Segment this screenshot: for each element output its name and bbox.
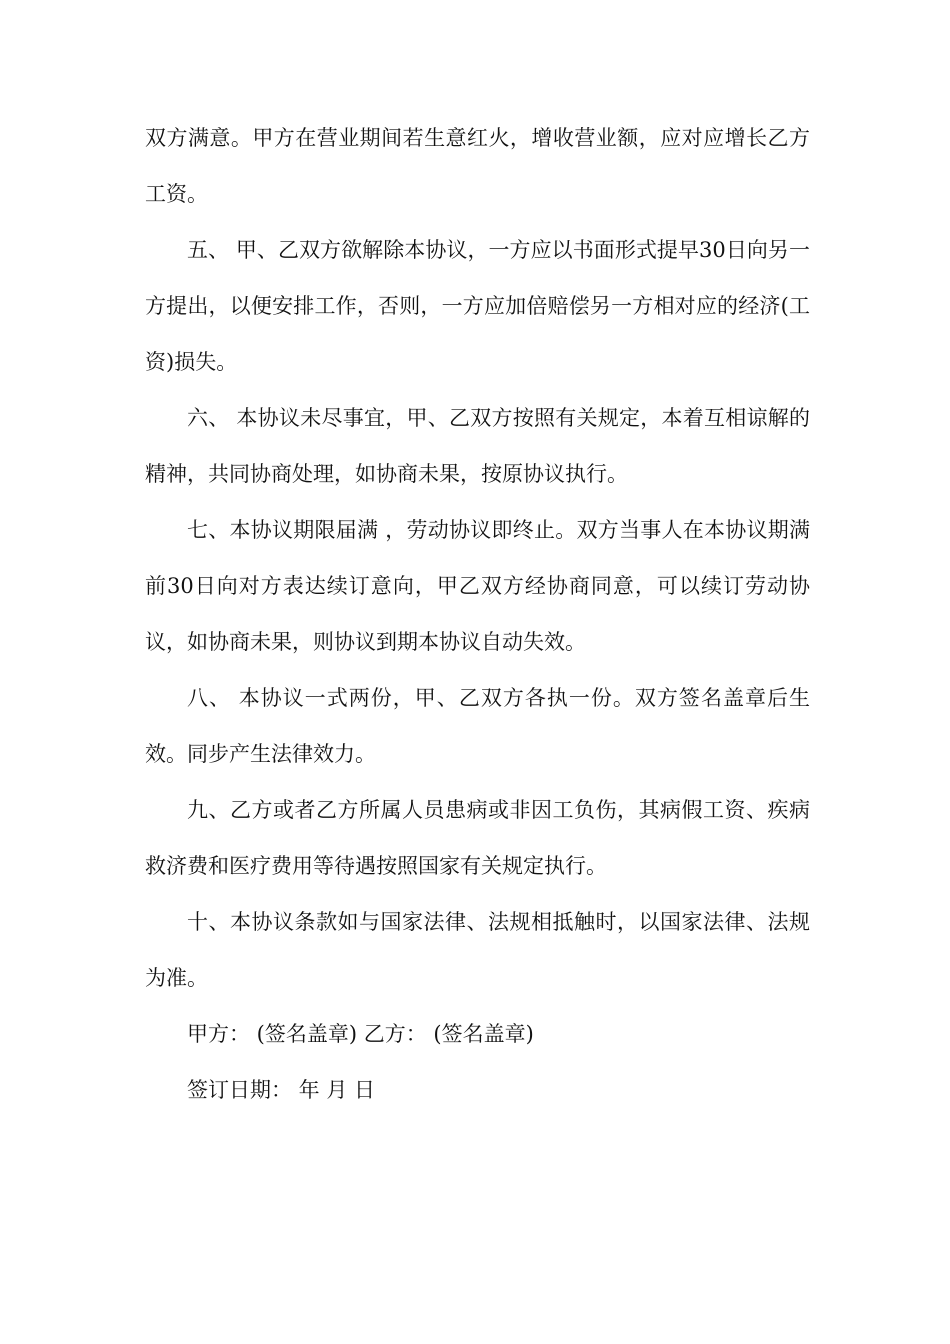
- clause-8: 八、 本协议一式两份，甲、乙双方各执一份。双方签名盖章后生效。同步产生法律效力。: [145, 686, 810, 766]
- clause-7: 七、本协议期限届满 ，劳动协议即终止。双方当事人在本协议期满前30日向对方表达续订意向，甲乙双方经协商同意，可以续订劳动协议，如协商未果，则协议到期本协议自动失效。: [145, 518, 810, 654]
- clause-9: 九、乙方或者乙方所属人员患病或非因工负伤，其病假工资、疾病救济费和医疗费用等待遇按照国家有关规定执行。: [145, 798, 810, 878]
- paragraph-continuation: 双方满意。甲方在营业期间若生意红火，增收营业额，应对应增长乙方工资。: [145, 126, 810, 206]
- clause-5: 五、 甲、乙双方欲解除本协议，一方应以书面形式提早30日向另一方提出，以便安排工作，否则，一方应加倍赔偿另一方相对应的经济(工资)损失。: [145, 238, 810, 374]
- clause-6: 六、 本协议未尽事宜，甲、乙双方按照有关规定，本着互相谅解的精神，共同协商处理，如协商未果，按原协议执行。: [145, 406, 810, 486]
- clause-10: 十、本协议条款如与国家法律、法规相抵触时，以国家法律、法规为准。: [145, 910, 810, 990]
- signing-date-line: 签订日期： 年 月 日: [187, 1078, 376, 1102]
- signature-line: 甲方： (签名盖章) 乙方： (签名盖章): [187, 1022, 534, 1046]
- document-body: [145, 110, 810, 1118]
